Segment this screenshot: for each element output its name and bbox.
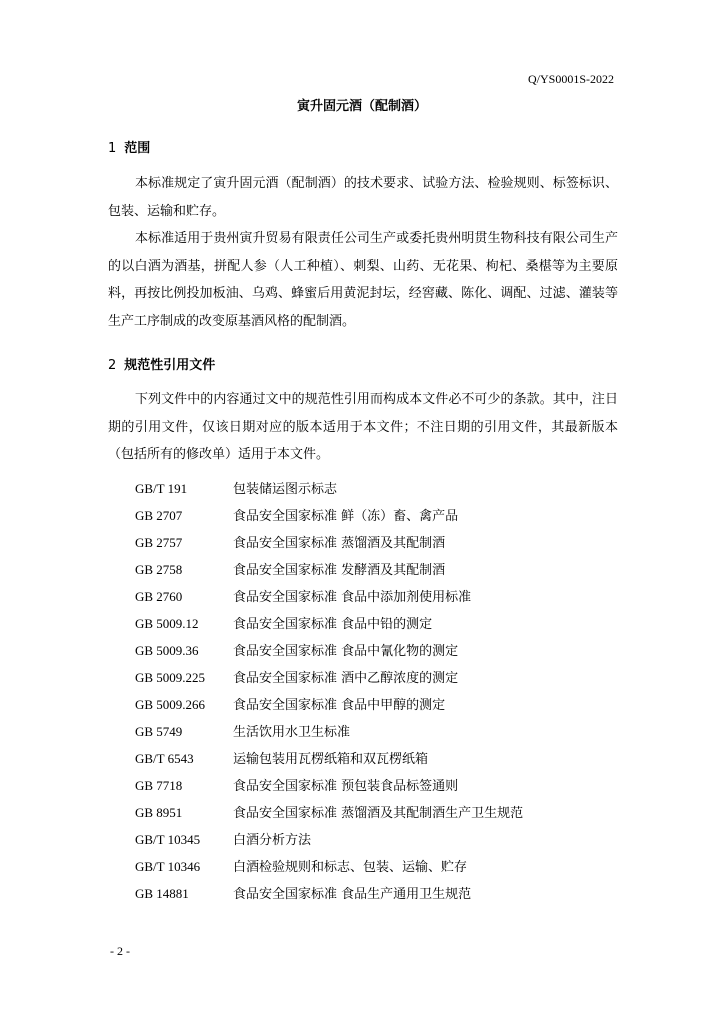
reference-title: 食品安全国家标准 食品生产通用卫生规范 <box>233 887 472 902</box>
reference-title: 食品安全国家标准 食品中氰化物的测定 <box>233 644 459 659</box>
reference-code: GB 8951 <box>135 805 183 820</box>
paragraph-scope-2: 本标准适用于贵州寅升贸易有限责任公司生产或委托贵州明贯生物科技有限公司生产的以白酒为酒基，拼配人参（人工种植）、刺梨、山药、无花果、枸杞、桑椹等为主要原料，再按比例投加板油、乌鸡、蜂蜜后用黄泥封坛，经窖藏、陈化、调配、过滤、灌装等生产工序制成的改变原基酒风格的配制酒。 <box>108 231 618 329</box>
reference-code: GB 5009.36 <box>135 643 199 658</box>
document-code: Q/YS0001S-2022 <box>527 72 614 86</box>
reference-title: 白酒检验规则和标志、包装、运输、贮存 <box>233 860 468 875</box>
reference-code: GB/T 10346 <box>135 859 201 874</box>
reference-code: GB 2757 <box>135 535 183 550</box>
section-heading-scope <box>108 137 150 156</box>
reference-title: 食品安全国家标准 鲜（冻）畜、禽产品 <box>233 509 459 524</box>
reference-title: 食品安全国家标准 蒸馏酒及其配制酒生产卫生规范 <box>233 806 524 821</box>
paragraph-scope-1: 本标准规定了寅升固元酒（配制酒）的技术要求、试验方法、检验规则、标签标识、包装、运输和贮存。 <box>108 176 618 219</box>
reference-code: GB 14881 <box>135 886 189 901</box>
reference-item <box>135 721 350 740</box>
reference-code: GB 2758 <box>135 562 183 577</box>
paragraph-references-intro: 下列文件中的内容通过文中的规范性引用而构成本文件必不可少的条款。其中，注日期的引用文件，仅该日期对应的版本适用于本文件；不注日期的引用文件，其最新版本（包括所有的修改单）适用于本文件。 <box>108 392 618 462</box>
reference-title: 食品安全国家标准 酒中乙醇浓度的测定 <box>233 671 459 686</box>
section-heading-normative-references <box>108 354 215 373</box>
reference-title: 白酒分析方法 <box>233 833 312 848</box>
reference-item <box>135 748 428 767</box>
reference-title: 食品安全国家标准 预包装食品标签通则 <box>233 779 459 794</box>
reference-item <box>135 856 467 875</box>
reference-code: GB 5009.266 <box>135 697 206 712</box>
reference-code: GB 2707 <box>135 508 183 523</box>
reference-code: GB/T 191 <box>135 481 188 496</box>
reference-item <box>135 829 311 848</box>
reference-title: 运输包装用瓦楞纸箱和双瓦楞纸箱 <box>233 752 429 767</box>
section-title: 规范性引用文件 <box>124 358 216 373</box>
section-number: 1 <box>108 141 117 156</box>
section-number: 2 <box>108 358 117 373</box>
reference-item <box>135 694 445 713</box>
reference-item <box>135 802 523 821</box>
reference-title: 包装储运图示标志 <box>233 482 338 497</box>
reference-code: GB 2760 <box>135 589 183 604</box>
reference-code: GB 5009.12 <box>135 616 199 631</box>
reference-item <box>135 667 458 686</box>
reference-code: GB 5009.225 <box>135 670 206 685</box>
reference-item <box>135 775 458 794</box>
reference-title: 食品安全国家标准 食品中添加剂使用标准 <box>233 590 472 605</box>
reference-title: 食品安全国家标准 食品中铅的测定 <box>233 617 433 632</box>
reference-code: GB/T 6543 <box>135 751 194 766</box>
reference-title: 食品安全国家标准 蒸馏酒及其配制酒 <box>233 536 446 551</box>
reference-item <box>135 478 337 497</box>
reference-title: 生活饮用水卫生标准 <box>233 725 351 740</box>
section-title: 范围 <box>124 141 151 156</box>
reference-item <box>135 532 445 551</box>
reference-code: GB 7718 <box>135 778 183 793</box>
document-title: 寅升固元酒（配制酒） <box>296 99 427 114</box>
reference-item <box>135 505 458 524</box>
reference-item <box>135 883 471 902</box>
reference-item <box>135 640 458 659</box>
reference-item <box>135 613 432 632</box>
reference-item <box>135 586 471 605</box>
reference-title: 食品安全国家标准 食品中甲醇的测定 <box>233 698 446 713</box>
reference-item <box>135 559 445 578</box>
page-number: - 2 - <box>110 944 130 958</box>
reference-title: 食品安全国家标准 发酵酒及其配制酒 <box>233 563 446 578</box>
reference-code: GB/T 10345 <box>135 832 201 847</box>
reference-code: GB 5749 <box>135 724 183 739</box>
